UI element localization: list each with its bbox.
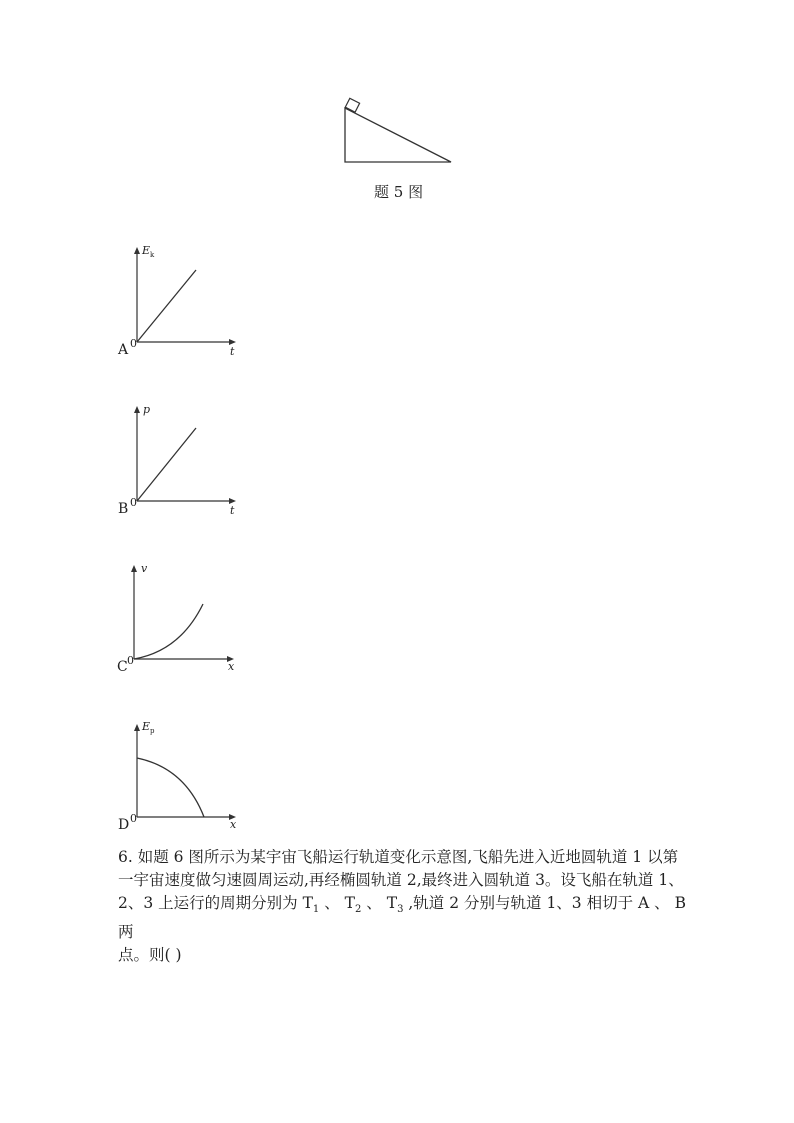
figure-caption: 题 5 图 [374,183,424,201]
x-axis-label-b: t [230,504,235,517]
x-axis-label-d: x [230,818,237,831]
y-axis-label-b: p [143,403,151,416]
y-axis-label-d: $E_p$ [142,720,155,736]
question-line-4: 点。则( ) [118,946,182,965]
x-axis-label-a: t [230,345,235,358]
origin-label-b: 0 [130,496,137,509]
question-6 [118,846,688,967]
x-axis-label-c: x [228,660,235,673]
question-line-3: 2、3 上运行的周期分别为 $T_1$ 、 $T_2$ 、 $T_3$ ,轨道 2 分别与轨道 1、3 相切于 A 、 B 两 [118,894,686,942]
curve-ep-x [137,758,204,817]
origin-label-d: 0 [130,812,137,825]
question-line-2: 一宇宙速度做匀速圆周运动,再经椭圆轨道 2,最终进入圆轨道 3。设飞船在轨道 1、 [118,871,684,889]
question-line-1: 6. 如题 6 图所示为某宇宙飞船运行轨道变化示意图,飞船先进入近地圆轨道 1 以第 [118,848,679,866]
origin-label-c: 0 [127,654,134,667]
y-axis-label-a: $E_k$ [142,244,155,260]
origin-label-a: 0 [130,337,137,350]
y-arrow [134,724,140,731]
y-axis-label-c: v [141,562,148,575]
option-letter-d: D [118,817,130,833]
option-letter-b: B [118,501,129,517]
option-letter-a: A [118,342,129,358]
option-letter-c: C [117,659,128,675]
